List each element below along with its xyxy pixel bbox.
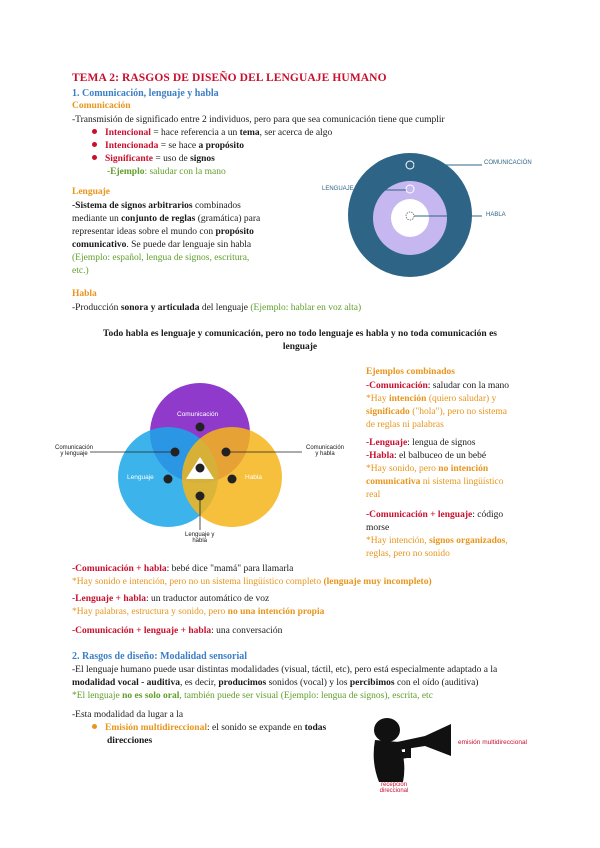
label-recepcion: recepción direccional [379,782,409,794]
lenguaje-line: mediante un conjunto de reglas (gramática) para [72,214,261,224]
bullet-icon [92,142,97,147]
list-item: Significante = uso de signos [92,153,215,166]
comunicacion-example: -Ejemplo: saludar con la mano [107,167,226,177]
venn-diagram [50,375,350,550]
venn-callout-left: Comunicación y lenguaje [55,445,94,457]
ejemplo-3: -Habla: el balbuceo de un bebé [366,451,487,461]
megaphone-illustration [365,712,465,787]
ejemplo-6: -Lenguaje + habla: un traductor automático de voz [72,594,270,604]
list-item-continued: direcciones [107,736,153,746]
list-item: Intencionada = se hace a propósito [92,140,244,153]
label-comunicacion: COMUNICACIÓN [484,160,532,166]
venn-callout-right: Comunicación y habla [306,445,345,457]
lenguaje-example: (Ejemplo: español, lengua de signos, escritura, [72,253,250,263]
section-2-heading: 2. Rasgos de diseño: Modalidad sensorial [72,651,248,662]
ejemplo-1: -Comunicación: saludar con la mano [366,381,510,391]
ejemplos-heading: Ejemplos combinados [366,367,455,377]
ejemplo-1-note: de reglas ni palabras [366,420,444,430]
ejemplo-2: -Lenguaje: lengua de signos [366,438,476,448]
s2-paragraph: -El lenguaje humano puede usar distintas modalidades (visual, táctil, etc), pero está especialmente adaptado a la [72,665,498,675]
lenguaje-line: -Sistema de signos arbitrarios combinados [72,201,241,211]
ejemplo-4: morse [366,523,390,533]
ejemplo-7: -Comunicación + lenguaje + habla: una conversación [72,626,283,636]
habla-circle [391,199,429,237]
label-habla: HABLA [486,212,506,218]
ejemplo-4: -Comunicación + lenguaje: código [366,510,504,520]
venn-label-habla: Habla [245,474,262,481]
label-lenguaje: LENGUAJE [322,186,354,192]
lenguaje-line: representar ideas sobre el mundo con propósito [72,227,254,237]
list-item: Emisión multidireccional: el sonido se expande en todas [92,722,326,735]
ejemplo-5-note: *Hay sonido e intención, pero no un sistema lingüístico completo (lenguaje muy incompleto) [72,577,432,587]
list-item: Intencional = hace referencia a un tema, ser acerca de algo [92,127,332,140]
section-1-heading: 1. Comunicación, lenguaje y habla [72,88,219,99]
ejemplo-1-note: significado ("hola"), pero no sistema [366,407,508,417]
comunicacion-heading: Comunicación [72,101,131,111]
ejemplo-4-note: reglas, pero no sonido [366,549,450,559]
ejemplo-3-note: real [366,490,381,500]
label-emision: emisión multidireccional [458,739,527,746]
megaphone-icon [365,712,465,787]
habla-definition: -Producción sonora y articulada del lenguaje (Ejemplo: hablar en voz alta) [72,303,362,313]
ejemplo-4-note: *Hay intención, signos organizados, [366,536,508,546]
comunicacion-definition: -Transmisión de significado entre 2 individuos, pero para que sea comunicación tiene que cumplir [72,115,445,125]
s2-note: *El lenguaje no es solo oral, también puede ser visual (Ejemplo: lengua de signos), escrita, etc [72,691,433,701]
summary-quote: lenguaje [282,342,318,352]
ejemplo-3-note: *Hay sonido, pero no intención [366,464,489,474]
venn-label-lenguaje: Lenguaje [127,474,154,481]
venn-callout-bottom: Lenguaje y habla [185,532,215,544]
ejemplo-6-note: *Hay palabras, estructura y sonido, pero no una intención propia [72,607,325,617]
lenguaje-line: comunicativo. Se puede dar lenguaje sin habla [72,240,252,250]
summary-quote: Todo habla es lenguaje y comunicación, pero no todo lenguaje es habla y no toda comunicación es [102,329,498,339]
bullet-icon [92,724,97,729]
ejemplo-5: -Comunicación + habla: bebé dice "mamá" para llamarla [72,564,294,574]
s2-paragraph: modalidad vocal - auditiva, es decir, producimos sonidos (vocal) y los percibimos con el oído (auditiva) [72,678,479,688]
ejemplo-3-note: comunicativa ni sistema lingüístico [366,477,504,487]
s2-paragraph: -Esta modalidad da lugar a la [72,710,184,720]
page-title: TEMA 2: RASGOS DE DISEÑO DEL LENGUAJE HUMANO [72,72,387,84]
bullet-icon [92,155,97,160]
lenguaje-example: etc.) [72,266,89,276]
lenguaje-heading: Lenguaje [72,187,110,197]
habla-heading: Habla [72,289,97,299]
ejemplo-1-note: *Hay intención (quiero saludar) y [366,394,497,404]
bullet-icon [92,129,97,134]
venn-label-comunicacion: Comunicación [177,411,219,418]
